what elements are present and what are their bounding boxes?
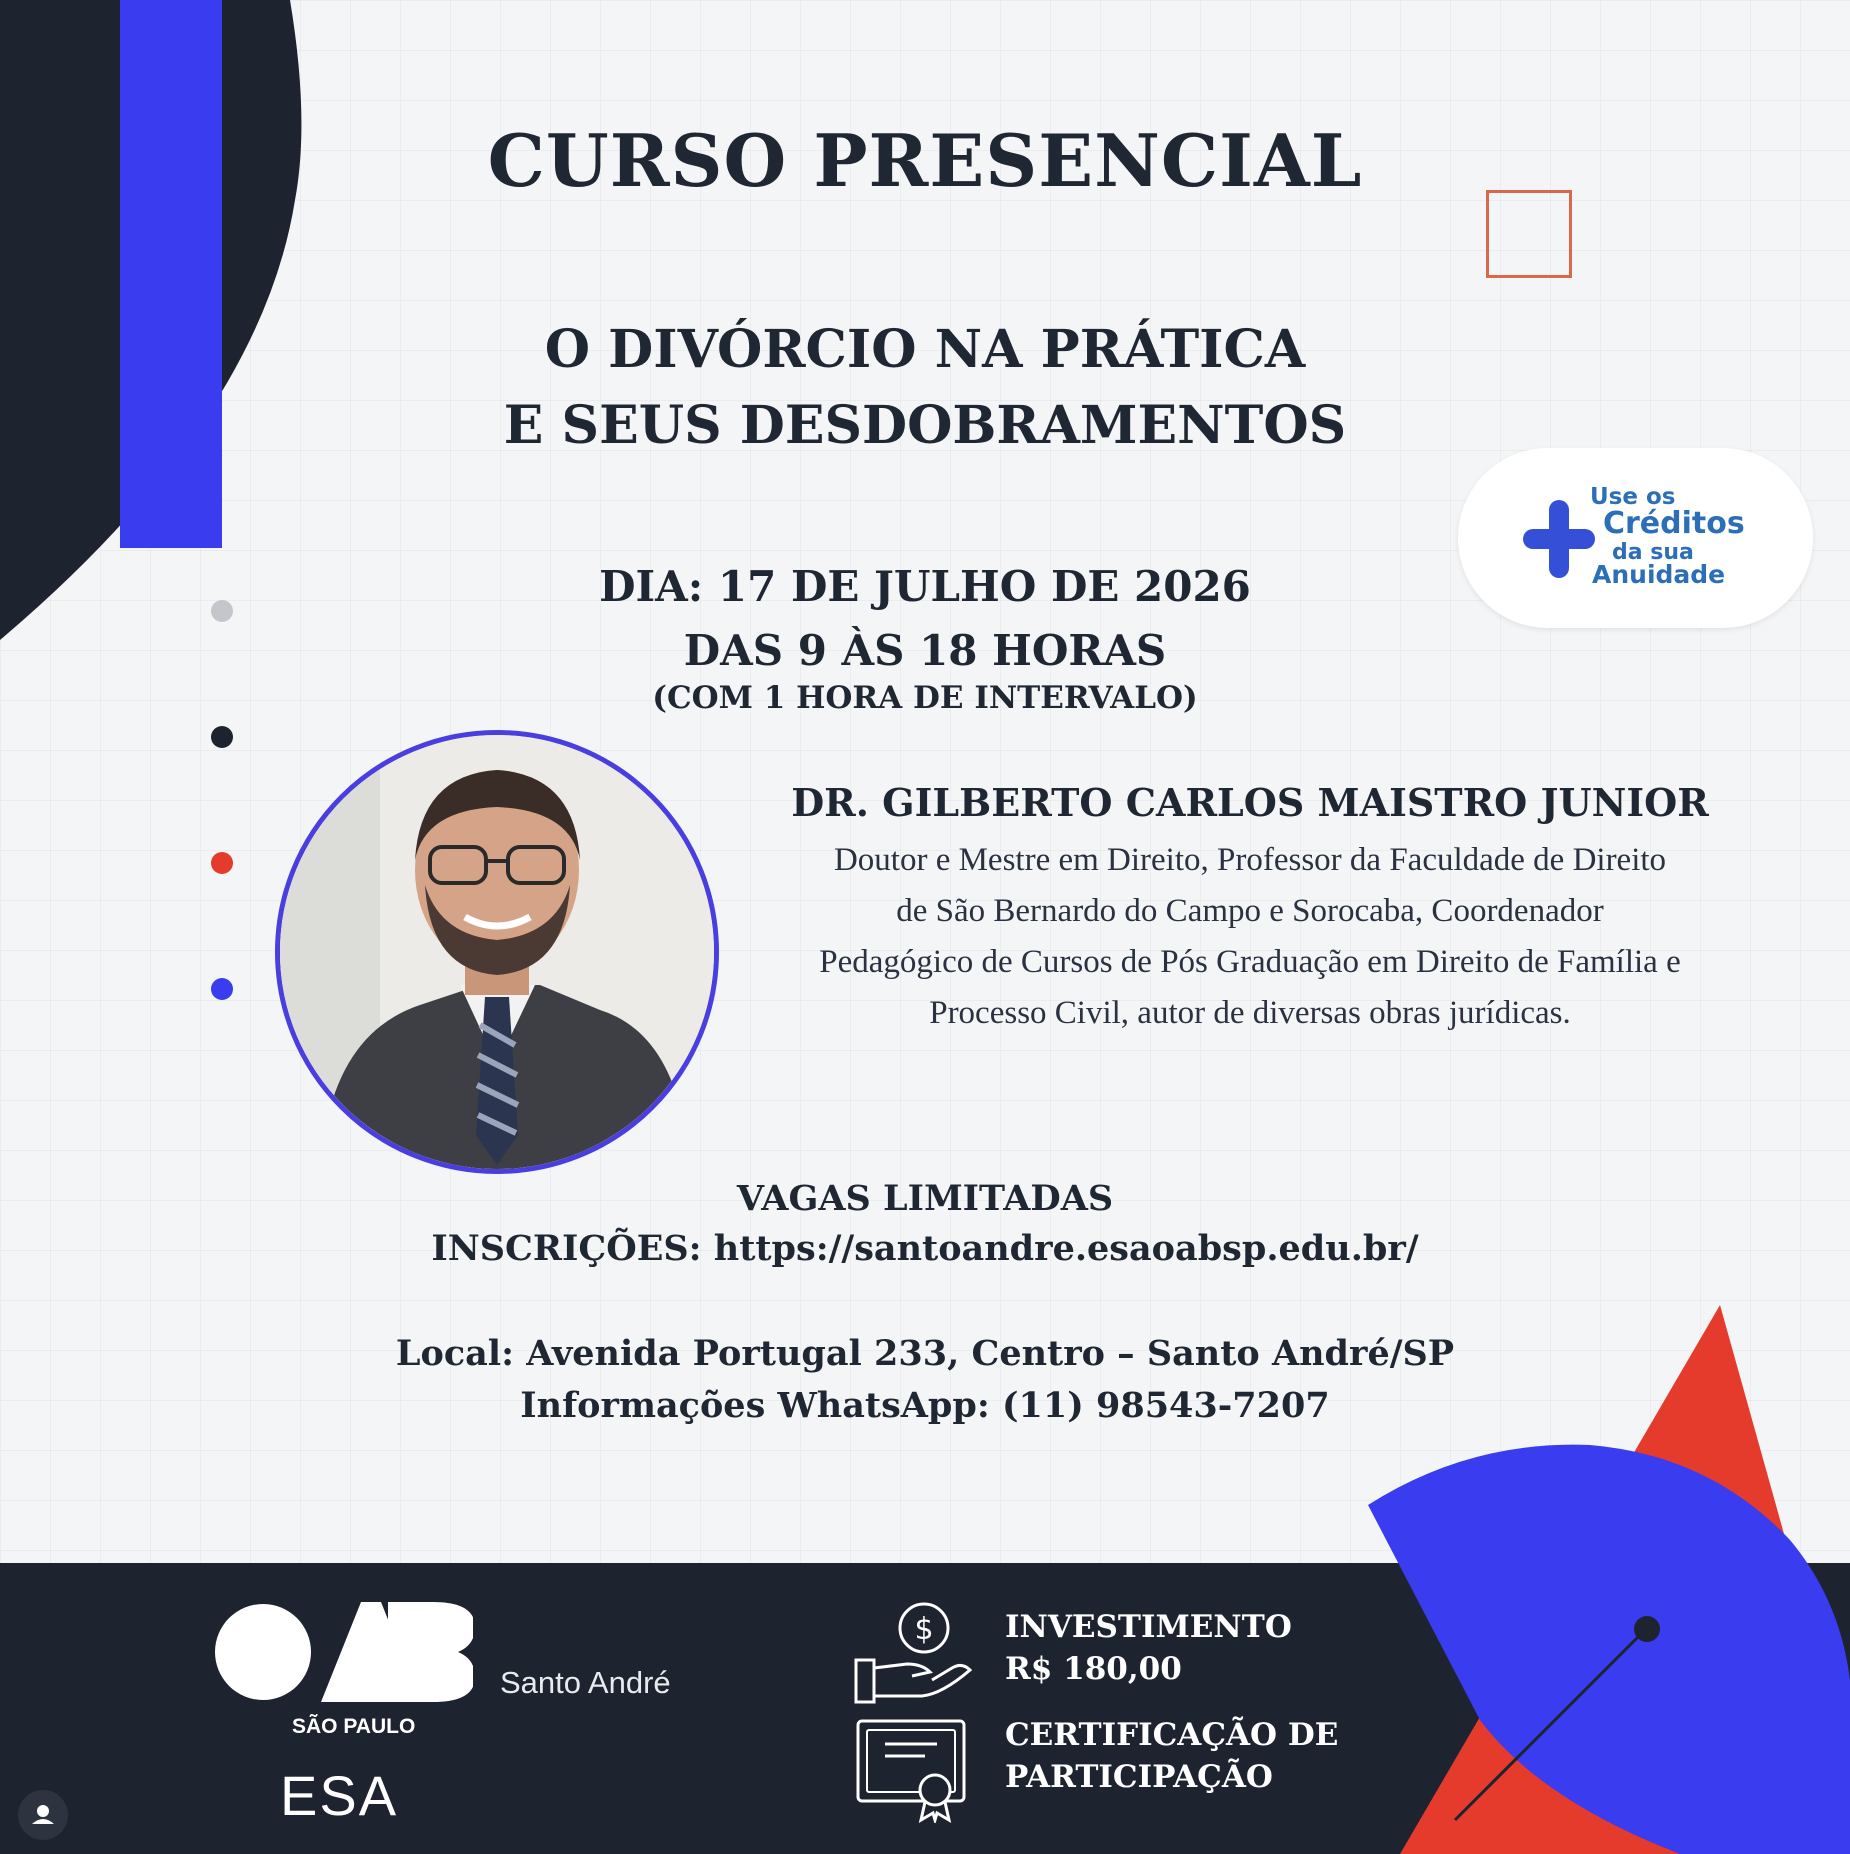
speaker-bio-line: Processo Civil, autor de diversas obras jurídicas.	[929, 995, 1571, 1031]
red-dot	[211, 852, 233, 874]
blue-dot	[211, 978, 233, 1000]
esa-label: ESA	[280, 1764, 399, 1827]
course-title: CURSO PRESENCIAL	[487, 118, 1363, 203]
speaker-photo	[275, 730, 719, 1174]
badge-line-3: da sua	[1612, 540, 1694, 565]
event-date: DIA: 17 DE JULHO DE 2026	[599, 562, 1251, 611]
event-interval: (COM 1 HORA DE INTERVALO)	[652, 680, 1198, 716]
orange-square-outline	[1486, 190, 1572, 278]
badge-line-4: Anuidade	[1592, 560, 1726, 589]
speaker-bio	[760, 835, 1740, 1039]
navy-dot	[211, 726, 233, 748]
connector-dot	[1634, 1616, 1660, 1642]
speaker-bio-line: de São Bernardo do Campo e Sorocaba, Coordenador	[896, 893, 1604, 929]
subtitle-line-1: O DIVÓRCIO NA PRÁTICA	[544, 319, 1306, 380]
city-label: Santo André	[500, 1665, 671, 1700]
event-location: Local: Avenida Portugal 233, Centro – Santo André/SP	[395, 1333, 1455, 1374]
profile-icon[interactable]	[18, 1790, 68, 1840]
svg-text:$: $	[914, 1612, 934, 1647]
speaker-portrait	[280, 735, 714, 1169]
investment-block	[1005, 1606, 1292, 1690]
bottom-right-decoration	[1340, 1300, 1850, 1854]
certificate-icon	[855, 1718, 970, 1823]
oab-logo	[213, 1597, 473, 1707]
badge-line-1: Use os	[1590, 484, 1676, 510]
schedule-block	[0, 555, 1850, 683]
investment-value: R$ 180,00	[1005, 1651, 1182, 1687]
certification-line-2: PARTICIPAÇÃO	[1005, 1759, 1273, 1795]
profile-glyph	[18, 1790, 68, 1840]
speaker-bio-line: Pedagógico de Cursos de Pós Graduação em Direito de Família e	[819, 944, 1681, 980]
badge-line-2: Créditos	[1603, 506, 1745, 541]
course-subtitle	[0, 312, 1850, 464]
limited-spots: VAGAS LIMITADAS	[736, 1178, 1114, 1219]
certification-line-1: CERTIFICAÇÃO DE	[1005, 1717, 1339, 1753]
registration-link[interactable]: INSCRIÇÕES: https://santoandre.esaoabsp.edu.br/	[431, 1228, 1419, 1269]
oab-region: SÃO PAULO	[292, 1715, 416, 1738]
money-hand-icon	[852, 1598, 977, 1708]
subtitle-line-2: E SEUS DESDOBRAMENTOS	[503, 395, 1347, 456]
whatsapp-contact: Informações WhatsApp: (11) 98543-7207	[520, 1385, 1330, 1426]
blue-bar	[120, 0, 222, 548]
event-hours: DAS 9 ÀS 18 HORAS	[683, 626, 1167, 675]
investment-label: INVESTIMENTO	[1005, 1609, 1292, 1645]
certification-block	[1005, 1714, 1338, 1798]
speaker-bio-line: Doutor e Mestre em Direito, Professor da Faculdade de Direito	[833, 842, 1667, 878]
speaker-name: DR. GILBERTO CARLOS MAISTRO JUNIOR	[791, 780, 1709, 825]
